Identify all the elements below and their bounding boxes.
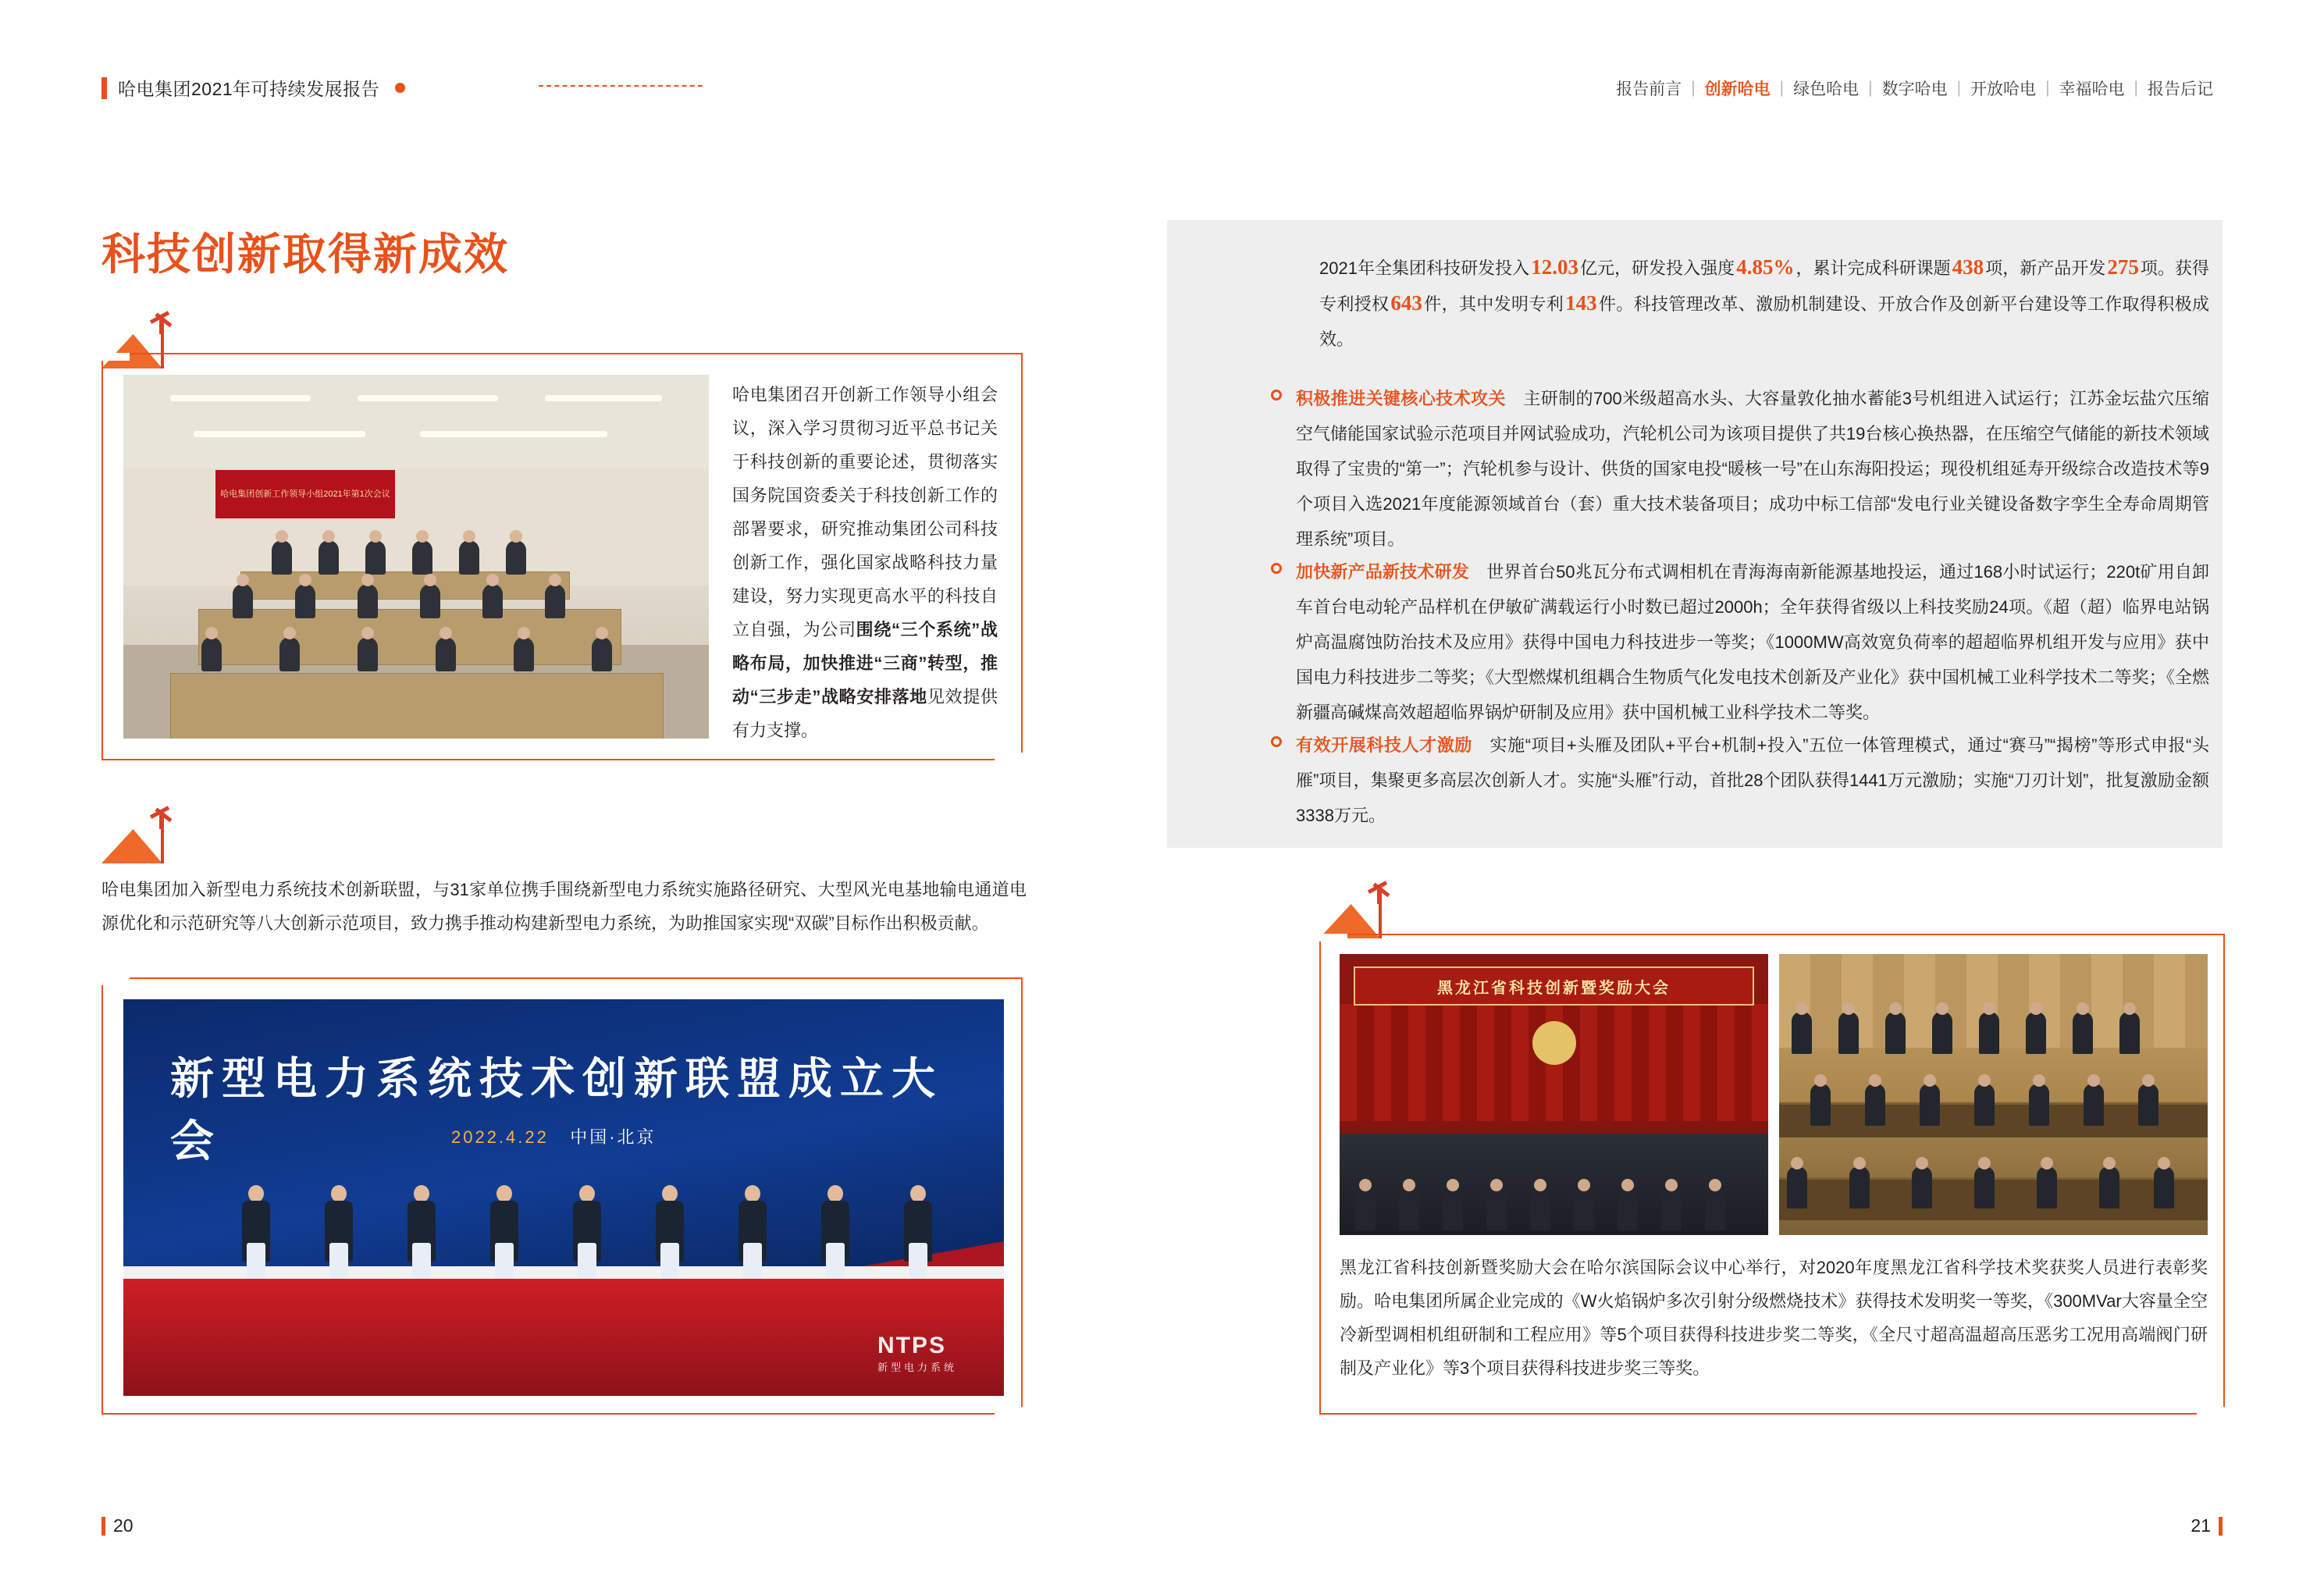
nav-item-5[interactable]: 幸福哈电: [2059, 80, 2125, 98]
stat-rd-investment: 12.03: [1531, 255, 1578, 279]
windmill-icon-3: [1319, 881, 1404, 938]
poster-logo: [877, 1333, 957, 1374]
bullet-body-2: 实施“项目+头雁及团队+平台+机制+投入”五位一体管理模式，通过“赛马”“揭榜”等形式申报“头雁”项目，集聚更多高层次创新人才。实施“头雁”行动，首批28个团队获得1441万元激励；实施“刀刃计划”，批复激励金额3338万元。: [1296, 735, 2209, 825]
nav-item-6[interactable]: 报告后记: [2148, 80, 2213, 98]
intro-s5: 项。获得专利授权: [1319, 258, 2209, 314]
nav-sep-0: |: [1691, 79, 1696, 97]
bullet-item-0: [1296, 381, 2209, 557]
nav-sep-1: |: [1779, 79, 1785, 97]
photo-alliance-ceremony: [123, 999, 1004, 1396]
report-title: 哈电集团2021年可持续发展报告: [118, 79, 380, 99]
bullet-item-2: [1296, 728, 2209, 833]
stats-intro-text: [1319, 250, 2209, 357]
photo-award-stage: [1340, 954, 1768, 1235]
poster-location: 中国·北京: [570, 1127, 657, 1147]
nav-item-3[interactable]: 数字哈电: [1881, 80, 1948, 98]
header-dot-icon: [395, 83, 405, 93]
bullet-head-0: 积极推进关键核心技术攻关: [1296, 389, 1506, 408]
page-number-left: [101, 1515, 133, 1536]
nav-sep-3: |: [1956, 79, 1962, 97]
nav-item-4[interactable]: 开放哈电: [1970, 80, 2037, 98]
header-nav: [1607, 77, 2223, 100]
intro-s2: 亿元，研发投入强度: [1579, 258, 1735, 278]
left-paragraph: 哈电集团加入新型电力系统技术创新联盟，与31家单位携手围绕新型电力系统实施路径研究、大型风光电基地输电通道电源优化和示范研究等八大创新示范项目，致力携手推动构建新型电力系统，为助推国家实现“双碳”目标作出积极贡献。: [101, 880, 1027, 933]
card-meeting-text: [732, 378, 998, 747]
award-caption: 黑龙江省科技创新暨奖励大会在哈尔滨国际会议中心举行，对2020年度黑龙江省科学技术奖获奖人员进行表彰奖励。哈电集团所属企业完成的《W火焰锅炉多次引射分级燃烧技术》获得技术发明奖一等奖，《300MVar大容量全空冷新型调相机组研制和工程应用》等5个项目获得科技进步奖二等奖，《全尺寸超高温超高压恶劣工况用高端阀门研制及产业化》等3个项目获得科技进步奖三等奖。: [1340, 1258, 2208, 1378]
photo-audience: [1779, 954, 2208, 1235]
page-number-right-text: 21: [2191, 1515, 2211, 1536]
stat-new-products: 275: [2107, 255, 2139, 279]
card-text-bold: 围绕“三个系统”战略布局，加快推进“三商”转型，推动“三步走”战略安排落地: [732, 620, 998, 707]
bullet-body-0: 主研制的700米级超高水头、大容量敦化抽水蓄能3号机组进入试运行；江苏金坛盐穴压缩空气储能国家试验示范项目并网试验成功，汽轮机公司为该项目提供了共19台核心换热器，在压缩空气储能的新技术领域取得了宝贵的“第一”；汽轮机参与设计、供货的国家电投“暖核一号”在山东海阳投运；现役机组延寿开级综合改造技术等9个项目入选2021年度能源领域首台（套）重大技术装备项目；成功中标工信部“发电行业关键设备数字孪生全寿命周期管理系统”项目。: [1296, 389, 2209, 549]
nav-item-0[interactable]: 报告前言: [1616, 80, 1682, 98]
card-text-part2: 见效提供有力支撑。: [732, 687, 998, 740]
poster-subtitle: [451, 1124, 657, 1148]
info-card-meeting: [101, 353, 1023, 760]
page-number-bar: [101, 1517, 105, 1536]
photo-pair: [1340, 954, 2208, 1235]
nav-sep-5: |: [2134, 79, 2138, 97]
bullet-body-1: 世界首台50兆瓦分布式调相机在青海海南新能源基地投运，通过168小时试运行；220t矿用自卸车首台电动轮产品样机在伊敏矿满载运行小时数已超过2000h；全年获得省级以上科技奖励24项。《超（超）临界电站锅炉高温腐蚀防治技术及应用》获得中国电力科技进步一等奖；《1000MW高效宽负荷率的超超临界机组开发与应用》获中国电力科技进步二等奖；《大型燃煤机组耦合生物质气化发电技术创新及产业化》获中国机械工业科学技术二等奖；《全燃新疆高碱煤高效超超临界锅炉研制及应用》获中国机械工业科学技术二等奖。: [1296, 562, 2209, 722]
stat-projects: 438: [1952, 255, 1984, 279]
bullet-ring-icon: [1271, 563, 1282, 574]
intro-s3: ，累计完成科研课题: [1795, 258, 1951, 278]
intro-s4: 项，新产品开发: [1985, 258, 2106, 278]
stat-patents: 643: [1390, 291, 1422, 315]
header-dashed-rule: [539, 85, 703, 87]
nav-item-1[interactable]: 创新哈电: [1704, 80, 1771, 98]
bullet-head-1: 加快新产品新技术研发: [1296, 562, 1470, 582]
page-header: [101, 75, 2223, 106]
card-text-part1: 哈电集团召开创新工作领导小组会议，深入学习贯彻习近平总书记关于科技创新的重要论述，贯彻落实国务院国资委关于科技创新工作的部署要求，研究推动集团公司科技创新工作，强化国家战略科技力量建设，努力实现更高水平的科技自立自强，为公司: [732, 385, 998, 639]
photo-leadership-meeting: [123, 375, 709, 739]
header-accent-bar: [101, 77, 107, 99]
conference-banner-text: 黑龙江省科技创新暨奖励大会: [1354, 966, 1754, 1006]
windmill-icon-2: [101, 806, 186, 863]
poster-logo-text: NTPS: [877, 1333, 946, 1358]
bullet-ring-icon: [1271, 736, 1282, 747]
info-card-award-conference: [1319, 934, 2225, 1415]
nav-sep-4: |: [2045, 79, 2050, 97]
bullet-item-1: [1296, 554, 2209, 730]
stat-invention-patents: 143: [1565, 291, 1597, 315]
nav-sep-2: |: [1868, 79, 1873, 97]
page-number-left-text: 20: [113, 1515, 133, 1536]
header-title-group: [101, 75, 405, 101]
page-number-right: [2191, 1515, 2223, 1536]
page-number-bar: [2219, 1517, 2223, 1536]
bullet-ring-icon: [1271, 390, 1282, 400]
poster-date: 2022.4.22: [451, 1127, 549, 1147]
photo-banner-text: 哈电集团创新工作领导小组2021年第1次会议: [215, 470, 395, 518]
nav-item-2[interactable]: 绿色哈电: [1793, 80, 1860, 98]
info-card-alliance-poster: [101, 977, 1023, 1415]
page-title: 科技创新取得新成效: [101, 230, 509, 279]
poster-logo-sub: 新型电力系统: [877, 1362, 957, 1373]
intro-s1: 2021年全集团科技研发投入: [1319, 258, 1530, 278]
intro-s6: 件，其中发明专利: [1423, 294, 1564, 314]
bullet-head-2: 有效开展科技人才激励: [1296, 735, 1472, 755]
intro-s7: 件。科技管理改革、激励机制建设、开放合作及创新平台建设等工作取得积极成效。: [1319, 294, 2209, 349]
stat-rd-intensity: 4.85%: [1736, 255, 1795, 279]
poster-title: 新型电力系统技术创新联盟成立大会: [170, 1054, 943, 1166]
